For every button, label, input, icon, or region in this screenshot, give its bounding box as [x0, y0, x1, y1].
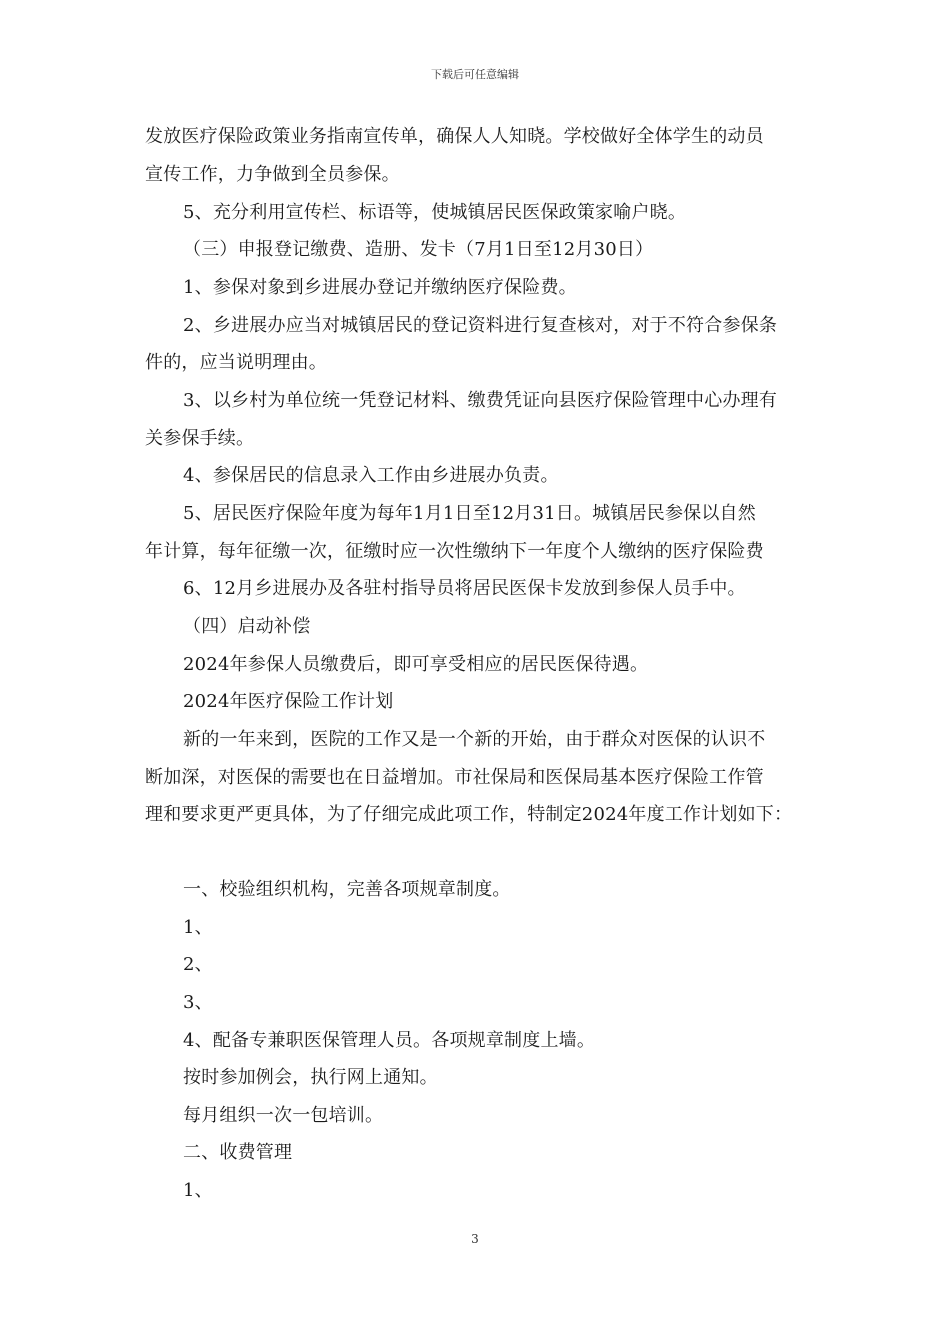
- body-line: 3、以乡村为单位统一凭登记材料、缴费凭证向县医疗保险管理中心办理有: [183, 390, 778, 411]
- body-line: 件的，应当说明理由。: [145, 352, 327, 373]
- body-line: （四）启动补偿: [183, 616, 311, 637]
- body-line: 5、居民医疗保险年度为每年1月1日至12月31日。城镇居民参保以自然: [183, 503, 756, 524]
- body-line: 5、充分利用宣传栏、标语等，使城镇居民医保政策家喻户晓。: [183, 202, 687, 223]
- body-line: 2、乡进展办应当对城镇居民的登记资料进行复查核对，对于不符合参保条: [183, 315, 778, 336]
- body-line: 一、校验组织机构，完善各项规章制度。: [183, 879, 511, 900]
- body-line: 关参保手续。: [145, 428, 255, 449]
- body-line: 1、参保对象到乡进展办登记并缴纳医疗保险费。: [183, 277, 577, 298]
- body-line: 1、: [183, 1180, 213, 1201]
- body-line: 断加深，对医保的需要也在日益增加。市社保局和医保局基本医疗保险工作管: [145, 767, 764, 788]
- body-line: 年计算，每年征缴一次，征缴时应一次性缴纳下一年度个人缴纳的医疗保险费: [145, 541, 764, 562]
- body-line: （三）申报登记缴费、造册、发卡（7月1日至12月30日）: [183, 239, 654, 260]
- body-line: 按时参加例会，执行网上通知。: [183, 1067, 438, 1088]
- body-line: 新的一年来到，医院的工作又是一个新的开始，由于群众对医保的认识不: [183, 729, 766, 750]
- body-line: 3、: [183, 992, 213, 1013]
- body-line: 理和要求更严更具体，为了仔细完成此项工作，特制定2024年度工作计划如下：: [145, 804, 793, 825]
- body-line: 1、: [183, 917, 213, 938]
- body-line: 2、: [183, 954, 213, 975]
- body-line: 2024年参保人员缴费后，即可享受相应的居民医保待遇。: [183, 654, 649, 675]
- body-line: 4、参保居民的信息录入工作由乡进展办负责。: [183, 465, 559, 486]
- page-number: 3: [471, 1232, 479, 1246]
- body-line: 二、收费管理: [183, 1142, 293, 1163]
- body-line: 发放医疗保险政策业务指南宣传单，确保人人知晓。学校做好全体学生的动员: [145, 126, 764, 147]
- body-line: 每月组织一次一包培训。: [183, 1105, 384, 1126]
- body-line: 2024年医疗保险工作计划: [183, 691, 394, 712]
- page-header: 下载后可任意编辑: [431, 68, 519, 81]
- body-line: 宣传工作，力争做到全员参保。: [145, 164, 400, 185]
- body-line: 6、12月乡进展办及各驻村指导员将居民医保卡发放到参保人员手中。: [183, 578, 746, 599]
- body-line: 4、配备专兼职医保管理人员。各项规章制度上墙。: [183, 1030, 596, 1051]
